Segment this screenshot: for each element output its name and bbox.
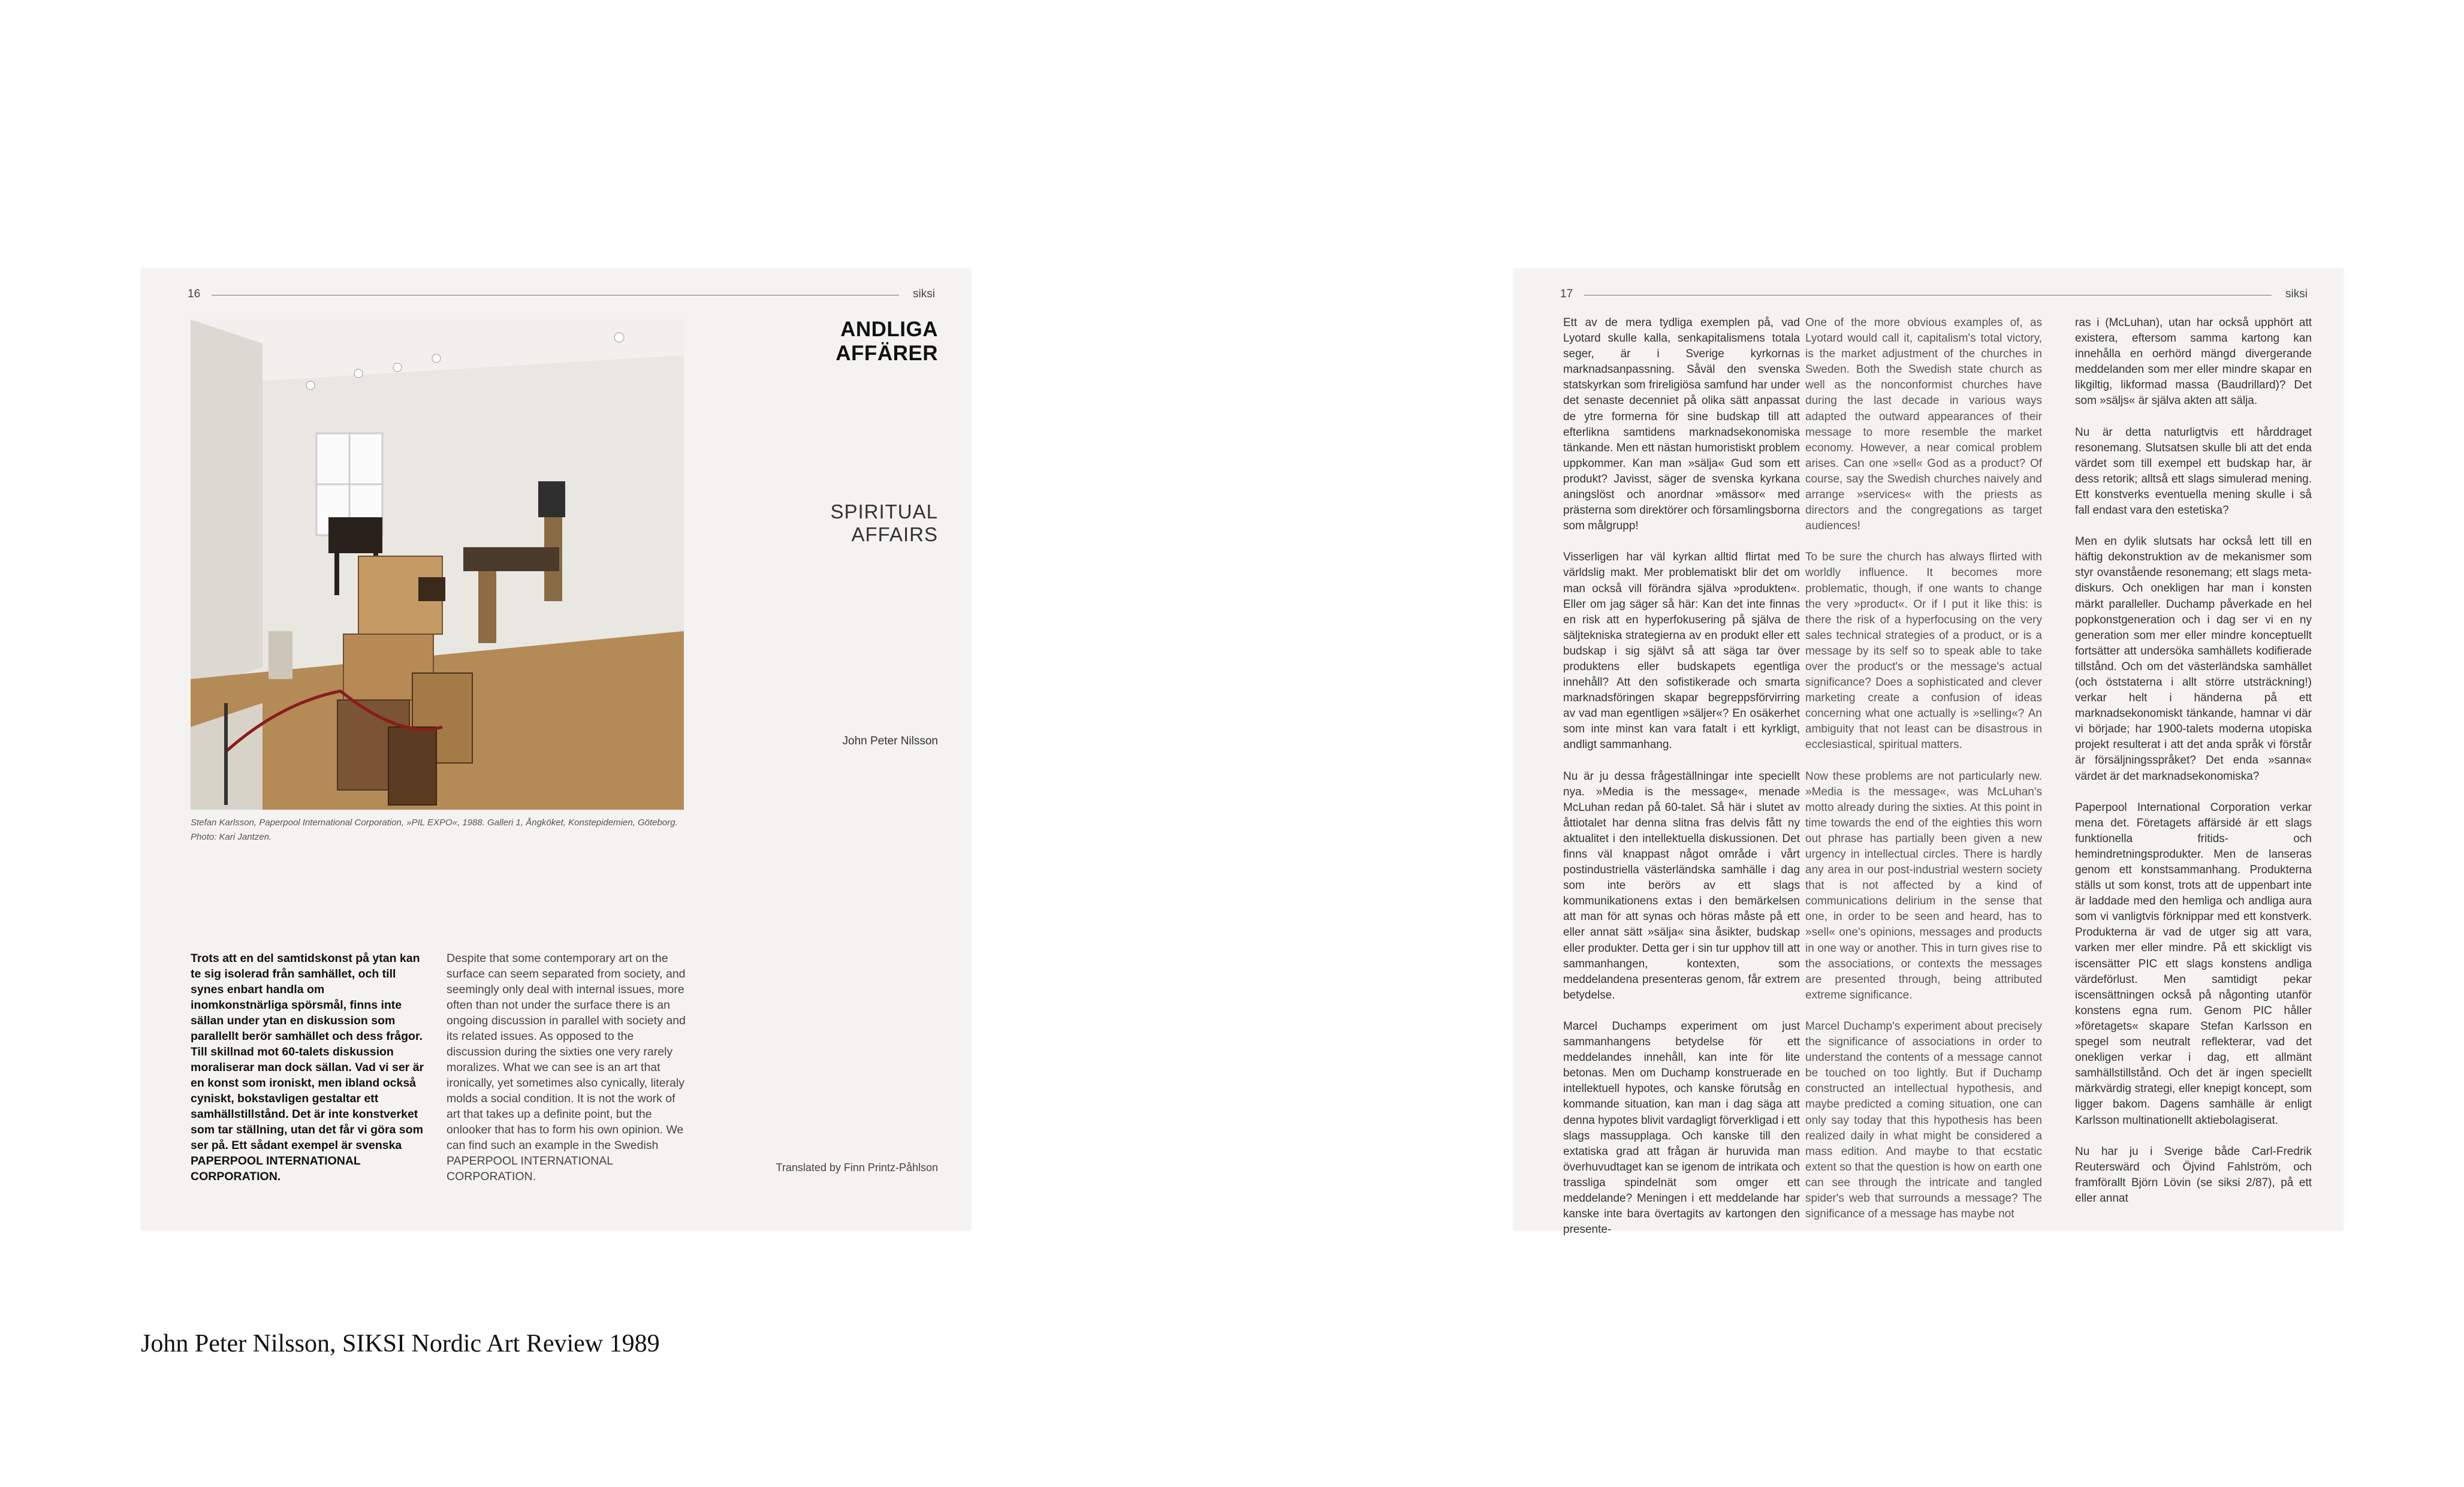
body-column-english — [1805, 315, 2042, 1221]
paragraph: Men en dylik slutsats har också lett till en häftig dekonstruktion av de mekanismer som styr ovanstående resonemang; ett slags meta-diskurs. Och onekligen har man i konsten märkt paralleller. Duchamp påverkade en hel popkonstgeneration och i dag ser vi en ny generation som mer eller mindre konceptuellt fortsätter att undersöka samhällets kodifierade tillstånd. Och om det västerländska samhället (och öststaterna i allt större utsträckning!) verkar helt i händerna på ett marknadsekonomiskt tänkande, hamnar vi där vi började; har 1900-talets moderna utopiska projekt resulterat i att det anda språk vi förstår är försäljningsspråket? Det enda »sanna« värdet är det marknadsekonomiska? — [2075, 535, 2312, 783]
magazine-name: siksi — [913, 288, 935, 300]
magazine-name: siksi — [2285, 288, 2308, 300]
article-title-english: SPIRITUAL AFFAIRS — [830, 500, 938, 545]
paragraph: Paperpool International Corporation verkar mena det. Företagets affärsidé är ett slags funktionella fritids- och hemindretningsprodukter. Men de lanseras genom ett konstsammanhang. Produkterna ställs ut som konst, trots att de uppenbart inte är laddade med den hemliga och andliga aura som vi vanligtvis förknippar med ett konstverk. Produkterna är vad de utger sig att vara, varken mer eller mindre. På ett skickligt vis iscensätter PIC ett slags konstens andliga värdeförlust. Men samtidigt pekar iscensättningen också på någonting utanför konstens egna rum. Genom PIC håller »företagets« skapare Stefan Karlsson en spegel som neutralt reflekterar, vad det onekligen verkar i dag, ett allmänt samhällstillstånd. Och det är ingen speciellt märkvärdig strategi, eller knepigt koncept, som ligger bakom. Dagens samhälle är enligt Karlsson multinationellt aktiebolagiserat. — [2075, 801, 2312, 1127]
page-number: 17 — [1560, 288, 1573, 300]
paragraph: Ett av de mera tydliga exemplen på, vad Lyotard skulle kalla, senkapitalismens totala seger, är i Sverige kyrkornas marknadsanpassning. Såväl den svenska statskyrkan som frireligiösa samfund har under det senaste decenniet på olika sätt anpassat de ytre formerna för sine budskap till att efterlikna samtidens marknadsekonomiska tänkande. Men ett nästan humoristiskt problem uppkommer. Kan man »sälja« Gud som ett produkt? Javisst, säger de svenska kyrkana aningslöst och anordnar »mässor« med prästerna som direktörer och församlingsborna som målgrupp! — [1563, 316, 1800, 533]
source-caption: John Peter Nilsson, SIKSI Nordic Art Review 1989 — [141, 1330, 660, 1358]
left-page — [141, 269, 971, 1230]
paragraph: ras i (McLuhan), utan har också upphört att existera, eftersom samma kartong kan innehålla en oerhörd mängd divergerande meddelanden som mer eller mindre skapar en likgiltig, likformad massa (Baudrillard)? Det som »säljs« är själva akten att sälja. — [2075, 316, 2312, 408]
paragraph: Nu är detta naturligtvis ett hårddraget resonemang. Slutsatsen skulle bli att det enda värdet som till exempel ett budskap har, är dess retorik; alltså ett slags simulerad mening. Ett konstverks eventuella mening skulle i så fall endast vara den estetiska? — [2075, 426, 2312, 517]
paragraph: One of the more obvious examples of, as Lyotard would call it, capitalism's total victory, is the market adjustment of the churches in Sweden. Both the Swedish state church as well as the nonconformist churches have during the last decade in various ways adapted the outward appearances of their message to more resemble the market economy. However, a near comical problem arises. Can one »sell« God as a product? Of course, say the Swedish churches naively and arrange »services« with the priests as directors and the congregations as target audiences! — [1805, 316, 2042, 533]
page-header — [188, 288, 935, 306]
body-column-swedish-2 — [2075, 315, 2312, 1208]
paragraph: To be sure the church has always flirted with worldly influence. It becomes more problematic, though, if one wants to change the very »product«. Or if I put it like this: is there the risk of a hyperfocusing on the very sales technical strategies of a product, or is a message by its self so to speak able to take over the product's or the message's actual significance? Does a sophisticated and clever marketing create a confusion of ideas concerning what one actually is »selling«? An ambiguity that not least can be disastrous in ecclesiastical, spiritual matters. — [1805, 551, 2042, 752]
body-column-swedish-1 — [1563, 315, 1801, 1236]
article-title-swedish: ANDLIGA AFFÄRER — [836, 318, 938, 365]
translator-credit: Translated by Finn Printz-Påhlson — [776, 1162, 938, 1174]
lead-paragraph-swedish: Trots att en del samtidskonst på ytan kan te sig isolerad från samhället, och till synes enbart handla om inomkonstnärliga spörsmål, finns inte sällan under ytan en diskussion som parallellt berör samhället och dess frågor. Till skillnad mot 60-talets diskussion moraliserar man dock sällan. Vad vi ser är en konst som ironiskt, men ibland också cyniskt, bokstavligen gestaltar ett samhällstillstånd. Det är inte konstverket som tar ställning, utan det får vi göra som ser på. Ett sådant exempel är svenska PAPERPOOL INTERNATIONAL CORPORATION. — [191, 952, 424, 1183]
page-header — [1560, 288, 2308, 306]
paragraph: Nu har ju i Sverige både Carl-Fredrik Reuterswärd och Öjvind Fahlström, och framförallt Björn Lövin (se siksi 2/87), på ett eller annat — [2075, 1145, 2312, 1205]
author-byline: John Peter Nilsson — [842, 735, 938, 747]
paragraph: Nu är ju dessa frågeställningar inte speciellt nya. »Media is the message«, menade McLuhan redan på 60-talet. Så här i slutet av åttiotalet har denna slitna fras delvis fått ny aktualitet i den intellektuella diskussionen. Det finns väl knappast något område i vårt postindustriella västerländska samhälle i dag som inte berörs av ett slags kommunikationens extas i den bemärkelsen att man för att synas och höras måste på ett eller annat sätt »sälja« sina åsikter, budskap eller produkter. Detta ger i sin tur upphov till att sammanhangen, kontexten, som meddelandena presenteras genom, får extrem betydelse. — [1563, 770, 1800, 1002]
lead-paragraph-english: Despite that some contemporary art on the surface can seem separated from society, and seemingly only deal with internal issues, more often than not under the surface there is an ongoing discussion in parallel with society and its related issues. As opposed to the discussion during the sixties one very rarely moralizes. What we can see is an art that ironically, yet sometimes also cynically, literaly molds a social condition. It is not the work of art that takes up a definite point, but the onlooker that has to form his own opinion. We can find such an example in the Swedish PAPERPOOL INTERNATIONAL CORPORATION. — [447, 952, 686, 1183]
paragraph: Now these problems are not particularly new. »Media is the message«, was McLuhan's motto already during the sixties. At this point in time towards the end of the eighties this worn out phrase has partially been given a new urgency in intellectual circles. There is hardly any area in our post-industrial western society that is not affected by a kind of communications delirium in the sense that one, in order to be seen and heard, has to »sell« one's opinions, messages and products in one way or another. This in turn gives rise to the associations, or contexts the messages are presented through, being attributed extreme significance. — [1805, 770, 2042, 1002]
paragraph: Marcel Duchamps experiment om just sammanhangens betydelse för ett meddelandes innehåll, kan inte för lite betonas. Men om Duchamp konstruerade en intellektuell hypotes, och kanske förutsåg en kommande situation, kan man i dag säga att denna hypotes blivit vardagligt förverkligad i ett slags massupplaga. Och kanske till den extatiska grad att frågan är huruvida man överhuvudtaget kan se igenom de intrikata och trassliga spindelnät som omger ett meddelande? Meningen i ett meddelande har kanske inte bara övertagits av kartongen den presente- — [1563, 1020, 1801, 1236]
paragraph: Visserligen har väl kyrkan alltid flirtat med världslig makt. Mer problematiskt blir det om man också vill förändra själva »produkten«. Eller om jag säger så här: Kan det inte finnas en risk att en hyperfokusering på själva de säljtekniska strategierna av en produkt eller ett budskap i sig självt så att säga tar över produktens eller budskapets egentliga innehåll? Att den sofistikerade och smarta marknadsföringen skapar begreppsförvirring av vad man egentligen »säljer«? En osäkerhet som inte minst kan vara fatalt i ett kyrkligt, andligt sammanhang. — [1563, 551, 1800, 752]
paragraph: Marcel Duchamp's experiment about precisely the significance of associations in order to understand the contents of a message cannot be touched on too lightly. But if Duchamp constructed an intellectual hypothesis, and maybe predicted a coming situation, one can only say today that this hypothesis has been realized daily in what might be considered a mass edition. And maybe to that ecstatic extent so that the question is how on earth one can see through the intricate and tangled spider's web that surrounds a message? The significance of a message has maybe not — [1805, 1020, 2042, 1221]
photo-caption: Stefan Karlsson, Paperpool International Corporation, »PIL EXPO«, 1988. Galleri 1, Ångköket, Konstepidemien, Göteborg. Photo: Kari Jantzen. — [191, 818, 678, 842]
right-page — [1513, 269, 2344, 1236]
exhibition-photo — [191, 319, 684, 810]
page-number: 16 — [188, 288, 201, 300]
